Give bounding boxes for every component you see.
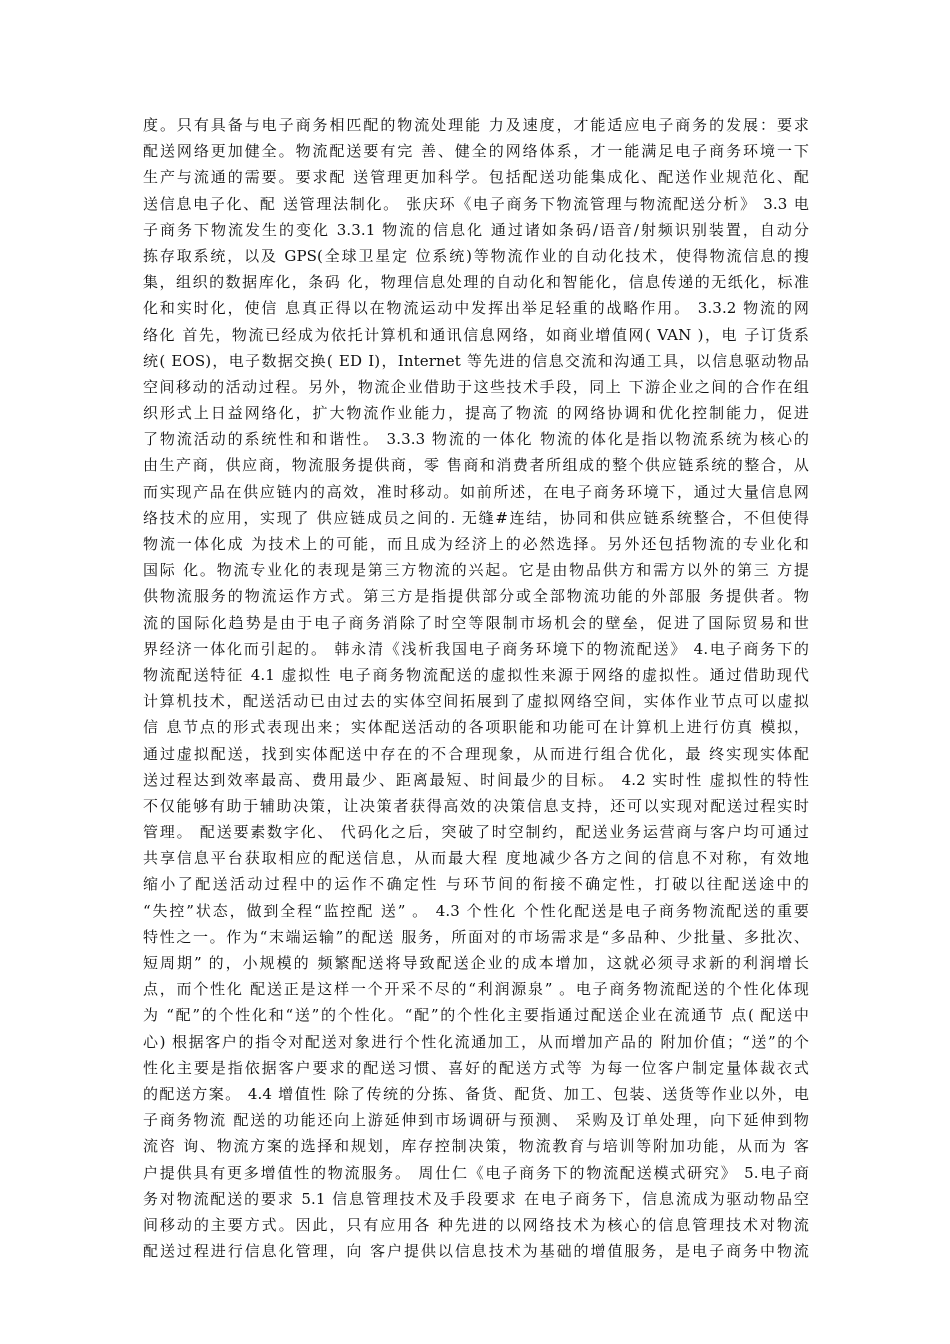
text-line: 务对物流配送的要求 5.1 信息管理技术及手段要求 在电子商务下，信息流成为驱动物品空: [143, 1189, 809, 1208]
text-line: 为 “配”的个性化和“送”的个性化。“配”的个性化主要指通过配送企业在流通节 点( 配送中: [143, 1006, 809, 1025]
text-line: 流咨 询、物流方案的选择和规划，库存控制决策，物流教育与培训等附加功能，从而为 客: [143, 1137, 809, 1156]
text-line: 性化主要是指依据客户要求的配送习惯、喜好的配送方式等 为每一位客户制定量体裁衣式: [143, 1058, 809, 1077]
text-line: 度。只有具备与电子商务相匹配的物流处理能 力及速度，才能适应电子商务的发展：要求: [143, 116, 809, 134]
text-line: 不仅能够有助于辅助决策，让决策者获得高效的决策信息支持，还可以实现对配送过程实时: [143, 796, 809, 815]
text-line: 流的国际化趋势是由于电子商务消除了时空等限制市场机会的壁垒，促进了国际贸易和世: [143, 613, 809, 632]
text-line: 生产与流通的需要。要求配 送管理更加科学。包括配送功能集成化、配送作业规范化、配: [143, 168, 809, 187]
text-line: “失控”状态，做到全程“监控配 送” 。 4.3 个性化 个性化配送是电子商务物流配送的重要: [143, 901, 809, 920]
text-line: 织形式上日益网络化，扩大物流作业能力，提高了物流 的网络协调和优化控制能力，促进: [143, 404, 809, 423]
text-line: 物流配送特征 4.1 虚拟性 电子商务物流配送的虚拟性来源于网络的虚拟性。通过借助现代: [143, 665, 809, 684]
text-line: 共享信息平台获取相应的配送信息，从而最大程 度地减少各方之间的信息不对称，有效地: [143, 849, 809, 868]
text-line: 配送过程进行信息化管理，向 客户提供以信息技术为基础的增值服务，是电子商务中物流: [143, 1242, 809, 1261]
text-line: 特性之一。作为“末端运输”的配送 服务，所面对的市场需求是“多品种、少批量、多批次、: [143, 927, 809, 946]
text-line: 统( EOS)，电子数据交换( ED I)，Internet 等先进的信息交流和沟通工具，以信息驱动物品: [143, 351, 809, 370]
text-line: 集，组织的数据库化，条码 化，物理信息处理的自动化和智能化，信息传递的无纸化，标准: [143, 273, 809, 292]
text-line: 送信息电子化、配 送管理法制化。 张庆环《电子商务下物流管理与物流配送分析》 3.3 电: [143, 194, 809, 213]
text-line: 络化 首先，物流已经成为依托计算机和通讯信息网络，如商业增值网( VAN )，电 子订货系: [143, 325, 809, 344]
text-line: 络技术的应用，实现了 供应链成员之间的. 无缝#连结，协同和供应链系统整合，不但使得: [143, 508, 809, 527]
text-line: 短周期” 的，小规模的 频繁配送将导致配送企业的成本增加，这就必须寻求新的利润增长: [143, 954, 809, 972]
text-line: 信 息节点的形式表现出来；实体配送活动的各项职能和功能可在计算机上进行仿真 模拟，: [143, 718, 809, 737]
text-line: 子商务物流 配送的功能还向上游延伸到市场调研与预测、 采购及订单处理，向下延伸到物: [143, 1111, 809, 1130]
text-line: 界经济一体化而引起的。 韩永清《浅析我国电子商务环境下的物流配送》 4.电子商务下的: [143, 639, 809, 658]
text-line: 物流一体化成 为技术上的可能，而且成为经济上的必然选择。另外还包括物流的专业化和: [143, 535, 809, 553]
text-line: 了物流活动的系统性和和谐性。 3.3.3 物流的一体化 物流的体化是指以物流系统为核心的: [143, 430, 809, 449]
text-line: 的配送方案。 4.4 增值性 除了传统的分拣、备货、配货、加工、包装、送货等作业以外，电: [143, 1084, 809, 1103]
text-line: 缩小了配送活动过程中的运作不确定性 与环节间的衔接不确定性，打破以往配送途中的: [143, 875, 809, 894]
text-line: 拣存取系统，以及 GPS(全球卫星定 位系统)等物流作业的自动化技术，使得物流信息的搜: [143, 246, 809, 265]
text-line: 子商务下物流发生的变化 3.3.1 物流的信息化 通过诸如条码/语音/射频识别装置，自动分: [143, 220, 809, 239]
text-line: 空间移动的活动过程。另外，物流企业借助于这些技术手段，同上 下游企业之间的合作在组: [143, 377, 809, 396]
text-line: 间移动的主要方式。因此，只有应用各 种先进的以网络技术为核心的信息管理技术对物流: [143, 1215, 809, 1234]
text-line: 户提供具有更多增值性的物流服务。 周仕仁《电子商务下的物流配送模式研究》 5.电子商: [143, 1163, 809, 1182]
text-line: 心) 根据客户的指令对配送对象进行个性化流通加工，从而增加产品的 附加价值；“送”的个: [143, 1032, 809, 1051]
text-line: 由生产商，供应商，物流服务提供商，零 售商和消费者所组成的整个供应链系统的整合，从: [143, 456, 809, 475]
text-line: 管理。 配送要素数字化、 代码化之后，突破了时空制约，配送业务运营商与客户均可通过: [143, 823, 809, 842]
text-line: 供物流服务的物流运作方式。第三方是指提供部分或全部物流功能的外部服 务提供者。物: [143, 587, 809, 606]
body-text: [143, 112, 809, 1264]
text-line: 而实现产品在供应链内的高效，准时移动。如前所述，在电子商务环境下，通过大量信息网: [143, 482, 809, 501]
text-line: 通过虚拟配送，找到实体配送中存在的不合理现象，从而进行组合优化，最 终实现实体配: [143, 744, 809, 763]
text-line: 化和实时化，使信 息真正得以在物流运动中发挥出举足轻重的战略作用。 3.3.2 物流的网: [143, 299, 809, 318]
text-line: 点，而个性化 配送正是这样一个开采不尽的“利润源泉” 。电子商务物流配送的个性化体现: [143, 980, 809, 999]
text-line: 计算机技术，配送活动已由过去的实体空间拓展到了虚拟网络空间，实体作业节点可以虚拟: [143, 692, 809, 711]
text-line: 送过程达到效率最高、费用最少、距离最短、时间最少的目标。 4.2 实时性 虚拟性的特性: [143, 770, 809, 789]
text-line: 配送网络更加健全。物流配送要有完 善、健全的网络体系，才一能满足电子商务环境一下: [143, 142, 809, 161]
text-line: 国际 化。物流专业化的表现是第三方物流的兴起。它是由物品供方和需方以外的第三 方提: [143, 561, 809, 580]
